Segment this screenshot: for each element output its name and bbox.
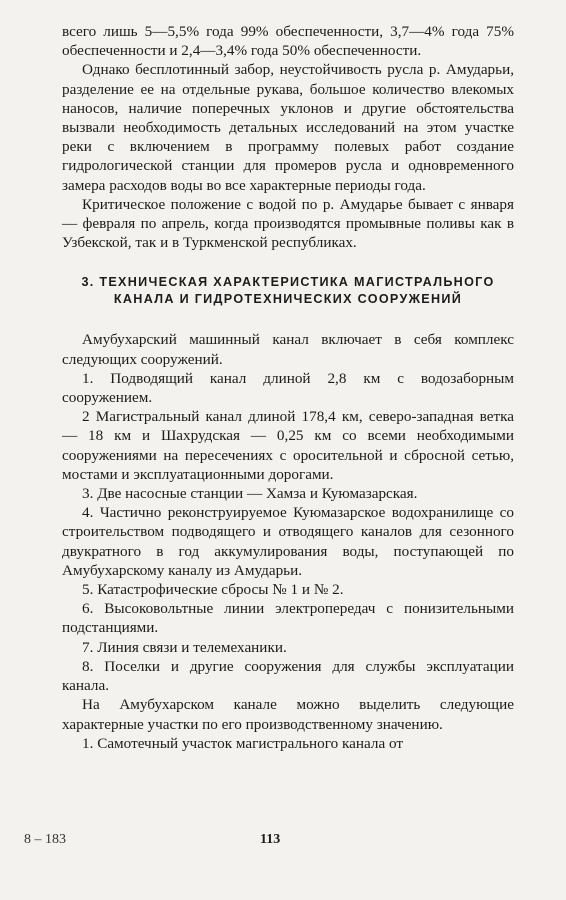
text-block-top — [62, 22, 514, 252]
paragraph: Критическое положение с водой по р. Амударье бывает с января — февраля по апрель, когда производятся промывные поливы как в Узбекской, так и в Туркменской республиках. — [62, 195, 514, 252]
paragraph: всего лишь 5—5,5% года 99% обеспеченности, 3,7—4% года 75% обеспеченности и 2,4—3,4% года 50% обеспеченности. — [62, 23, 514, 60]
section-heading — [62, 274, 514, 308]
paragraph: 1. Самотечный участок магистрального канала от — [82, 734, 404, 752]
page-number: 113 — [260, 832, 281, 847]
text-block-bottom — [62, 330, 514, 752]
paragraph: 4. Частично реконструируемое Куюмазарское водохранилище со строительством подводящего и отводящего каналов для сезонного двукратного в год аккумулирования воды, поступающей по Амубухарскому каналу из Амударьи. — [62, 504, 514, 579]
paragraph: 7. Линия связи и телемеханики. — [82, 638, 287, 656]
paragraph: На Амубухарском канале можно выделить следующие характерные участки по его производственному значению. — [62, 696, 514, 733]
paragraph: 8. Поселки и другие сооружения для службы эксплуатации канала. — [62, 657, 514, 695]
paragraph: 1. Подводящий канал длиной 2,8 км с водозаборным сооружением. — [62, 369, 514, 407]
paragraph: 3. Две насосные станции — Хамза и Куюмазарская. — [82, 485, 418, 503]
signature-mark: 8 – 183 — [24, 832, 66, 847]
paragraph: Амубухарский машинный канал включает в себя комплекс следующих сооружений. — [62, 331, 514, 368]
paragraph: 5. Катастрофические сбросы № 1 и № 2. — [82, 581, 344, 599]
paragraph: 6. Высоковольтные линии электропередач с понизительными подстанциями. — [62, 600, 514, 637]
page-body — [62, 22, 514, 753]
paragraph: 2 Магистральный канал длиной 178,4 км, северо-западная ветка — 18 км и Шахрудская — 0,25 км со всеми необходимыми сооружениями на пересечениях с оросительной и сбросной сетью, мостами и эксплуатационными дорогами. — [62, 408, 514, 483]
section-heading-line-1: 3. ТЕХНИЧЕСКАЯ ХАРАКТЕРИСТИКА МАГИСТРАЛЬНОГО — [81, 275, 495, 290]
section-heading-line-2: КАНАЛА И ГИДРОТЕХНИЧЕСКИХ СООРУЖЕНИЙ — [113, 292, 463, 307]
paragraph: Однако бесплотинный забор, неустойчивость русла р. Амударьи, разделение ее на отдельные рукава, большое количество влекомых наносов, наличие поперечных уклонов и другие обстоятельства вызвали необходимость детальных исследований на этом участке реки с включением в программу полевых работ создание гидрологической станции для промеров русла и одновременного замера расходов воды во все характерные периоды года. — [62, 61, 514, 194]
